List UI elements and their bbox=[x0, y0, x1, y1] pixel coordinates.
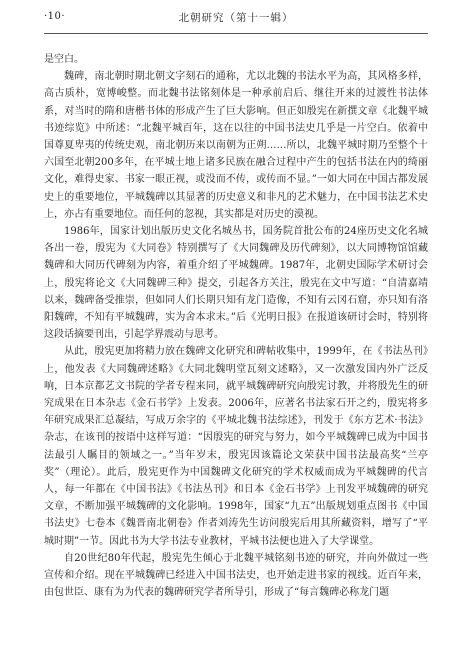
paragraph-1980s: 自20世纪80年代起，殷宪先生倾心于北魏平城铭刻书迹的研究，并向外做过一些宣传和介绍。现在平城魏碑已经进入中国书法史，也开始走进书家的视线。近百年来，由包世臣、康有为为代表的魏碑研究学者所导引，形成了“每言魏碑必称龙门题 bbox=[44, 552, 428, 599]
paragraph-research: 从此，殷宪更加将精力放在魏碑文化研究和碑帖收集中，1999年，在《书法丛刊》上，他发表《大同魏碑述略》《大同北魏明堂瓦刻文述略》，又一次激发国内外广泛反响，日本京都艺文书院的学者专程来同，就平城魏碑研究向殷宪讨教，并将殷先生的研究成果在日本杂志《金石书学》上发表。2006年，应著名书法家石开之约，殷宪将多年研究成果汇总凝结，写成万余字的《平城北魏书法综述》，刊发于《东方艺术·书法》杂志，在该刊的按语中这样写道：“因殷宪的研究与努力，如今平城魏碑已成为中国书法最引人瞩目的领域之一。”当年岁末，殷宪因该篇论文荣获中国书法最高奖“兰亭奖”（理论）。此后，殷宪更作为中国魏碑文化研究的学术权威而成为平城魏碑的代言人，每一年都在《中国书法》《书法丛刊》和日本《金石书学》上刊发平城魏碑的研究文章，不断加强平城魏碑的文化影响。1998年，国家“九五”出版规划重点图书《中国书法史》七卷本《魏晋南北朝卷》作者刘涛先生访问殷宪后用其所藏资料，增写了“平城时期”一节。因此书为大学书法专业教材，平城书法便也进入了大学课堂。 bbox=[44, 346, 428, 547]
article-body bbox=[44, 51, 428, 602]
journal-title: 北朝研究（第十一辑） bbox=[178, 12, 294, 24]
paragraph-1986: 1986年，国家计划出版历史文化名城丛书，国务院首批公布的24座历史文化名城各出一卷，殷宪为《大同卷》特别撰写了《大同魏碑及历代碑刻》，以大同博物馆馆藏魏碑和大同历代碑刻为内容，着重介绍了平城魏碑。1987年，北朝史国际学术研讨会上，殷宪将论文《大同魏碑三种》提交，引起各方关注，殷宪在文中写道：“自清嘉靖以来，魏碑备受推崇，但如同人们长期只知有龙门造像，不知有云冈石窟，亦只知有洛阳魏碑，不知有平城魏碑，实为舍本求末。”后《光明日报》在报道该研讨会时，特别将这段话摘要刊出，引起学界震动与思考。 bbox=[44, 226, 428, 341]
paragraph-continuation: 是空白。 bbox=[44, 54, 84, 65]
page-number: ·10· bbox=[44, 11, 66, 22]
running-header bbox=[44, 0, 428, 34]
paragraph-weibei-overview: 魏碑，南北朝时期北朝文字刻石的通称，尤以北魏的书法水平为高，其风格多样，高古质朴，宽博峻整。而北魏书法铭刻体是一种承前启后、继往开来的过渡性书法体系，对当时的隋和唐楷书体的形成产生了巨大影响。但正如殷宪在新撰文章《北魏平城书迹综览》中所述：“北魏平城百年，这在以往的中国书法史几乎是一片空白。依着中国尊夏卑夷的传统史观，南北朝历来以南朝为正朔……所以，北魏平城时期乃至整个十六国至北朝200多年，在平城土地上诸多民族在融合过程中产生的包括书法在内的绮丽文化，难得史家、书家一眼正视，或没而不传，或传而不显。”一如大同在中国古都发展史上的重要地位，平城魏碑以其显著的历史意义和非凡的艺术魅力，在中国书法艺术史上，亦占有重要地位。而任何的忽视，其实都是对历史的漠视。 bbox=[44, 71, 428, 220]
